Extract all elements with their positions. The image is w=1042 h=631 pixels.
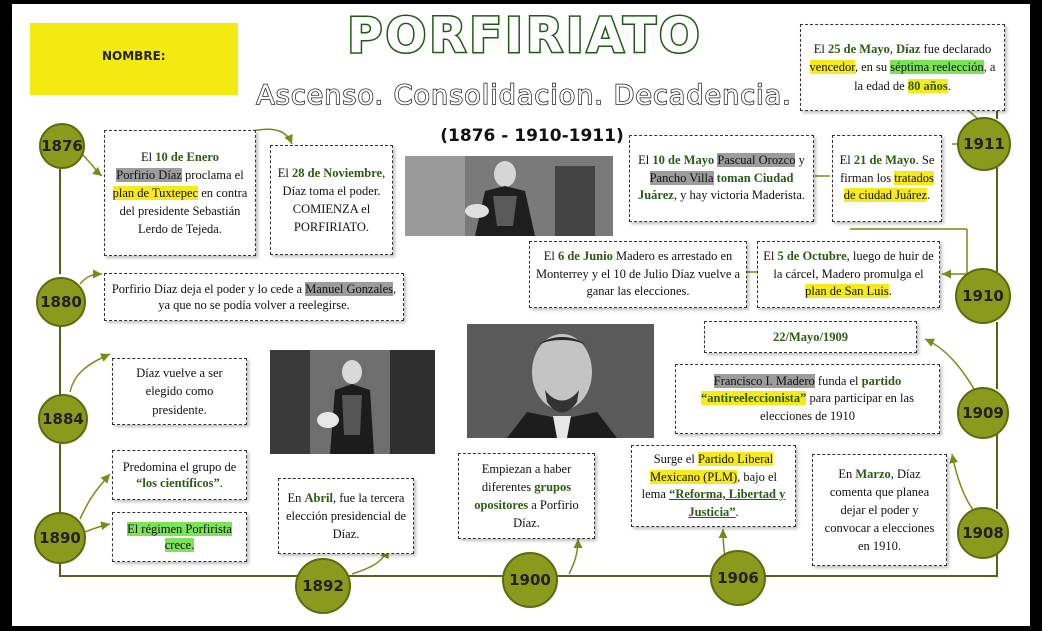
arrow-1884 [70,354,110,392]
event-1909: Francisco I. Madero funda el partido “antireeleccionista” para participar en las elecciones de 1910 [675,364,940,434]
photo-porfirio-diaz-1 [405,156,613,236]
year-1876-badge: 1876 [39,123,85,169]
event-1890-cientificos: Predomina el grupo de “los científicos”. [112,450,247,500]
year-1892-badge: 1892 [295,558,351,614]
timeline-sheet [12,4,1030,626]
arrow-1876-b [252,129,292,144]
event-1876-tuxtepec: El 10 de Enero Porfirio Díaz proclama el plan de Tuxtepec en contra del presidente Sebastián Lerdo de Tejeda. [104,130,256,256]
year-1906-badge: 1906 [710,550,766,606]
year-1909-badge: 1909 [957,387,1009,439]
event-1884: Díaz vuelve a ser elegido como presidente. [112,358,247,425]
photo-porfirio-diaz-2 [270,350,435,454]
year-1911-badge: 1911 [957,117,1011,171]
period-label: (1876 - 1910-1911) [440,126,624,146]
event-1890-regimen: El régimen Porfirista crece. [112,512,247,562]
arrow-1890a [80,474,110,519]
year-1908-badge: 1908 [957,507,1009,559]
page-title: PORFIRIATO [347,8,703,64]
event-1909-date: 22/Mayo/1909 [704,321,917,353]
photo-francisco-madero [467,324,654,438]
event-1911-reeleccion: El 25 de Mayo, Díaz fue declarado vencedor, en su séptima reelección, a la edad de 80 años. [800,24,1005,111]
arrow-1908 [952,454,978,516]
event-1906: Surge el Partido Liberal Mexicano (PLM), bajo el lema “Reforma, Libertad y Justicia”. [631,445,796,527]
year-1880-badge: 1880 [36,277,86,327]
arrow-1876 [80,152,102,176]
year-1884-badge: 1884 [38,394,88,444]
arrow-1880 [80,274,102,284]
event-1908: En Marzo, Díaz comenta que planea dejar el poder y convocar a elecciones en 1910. [812,454,947,566]
name-field[interactable] [30,23,238,95]
event-1911-tratados: El 21 de Mayo. Se firman los tratados de ciudad Juárez. [832,135,942,222]
year-1890-badge: 1890 [34,512,86,564]
event-1880: Porfirio Díaz deja el poder y lo cede a Manuel Gonzales, ya que no se podía volver a reelegirse. [104,273,404,321]
event-1910-arresto: El 6 de Junio Madero es arrestado en Monterrey y el 10 de Julio Díaz vuelve a ganar las elecciones. [529,241,747,308]
event-1900: Empiezan a haber diferentes grupos opositores a Porfirio Díaz. [458,453,595,539]
year-1900-badge: 1900 [502,552,558,608]
name-label: NOMBRE: [102,49,166,63]
arrow-1900 [569,539,578,574]
event-1876-poder: El 28 de Noviembre, Díaz toma el poder. COMIENZA el PORFIRIATO. [270,145,393,255]
event-1911-juarez: El 10 de Mayo Pascual Orozco y Pancho Villa toman Ciudad Juárez, y hay victoria Maderista. [629,135,814,222]
event-1892: En Abril, fue la tercera elección presidencial de Díaz. [278,478,414,554]
event-1910-plan: El 5 de Octubre, luego de huir de la cárcel, Madero promulga el plan de San Luis. [757,241,940,308]
page-subtitle: Ascenso. Consolidacion. Decadencia. [256,80,792,111]
year-1910-badge: 1910 [955,268,1011,324]
